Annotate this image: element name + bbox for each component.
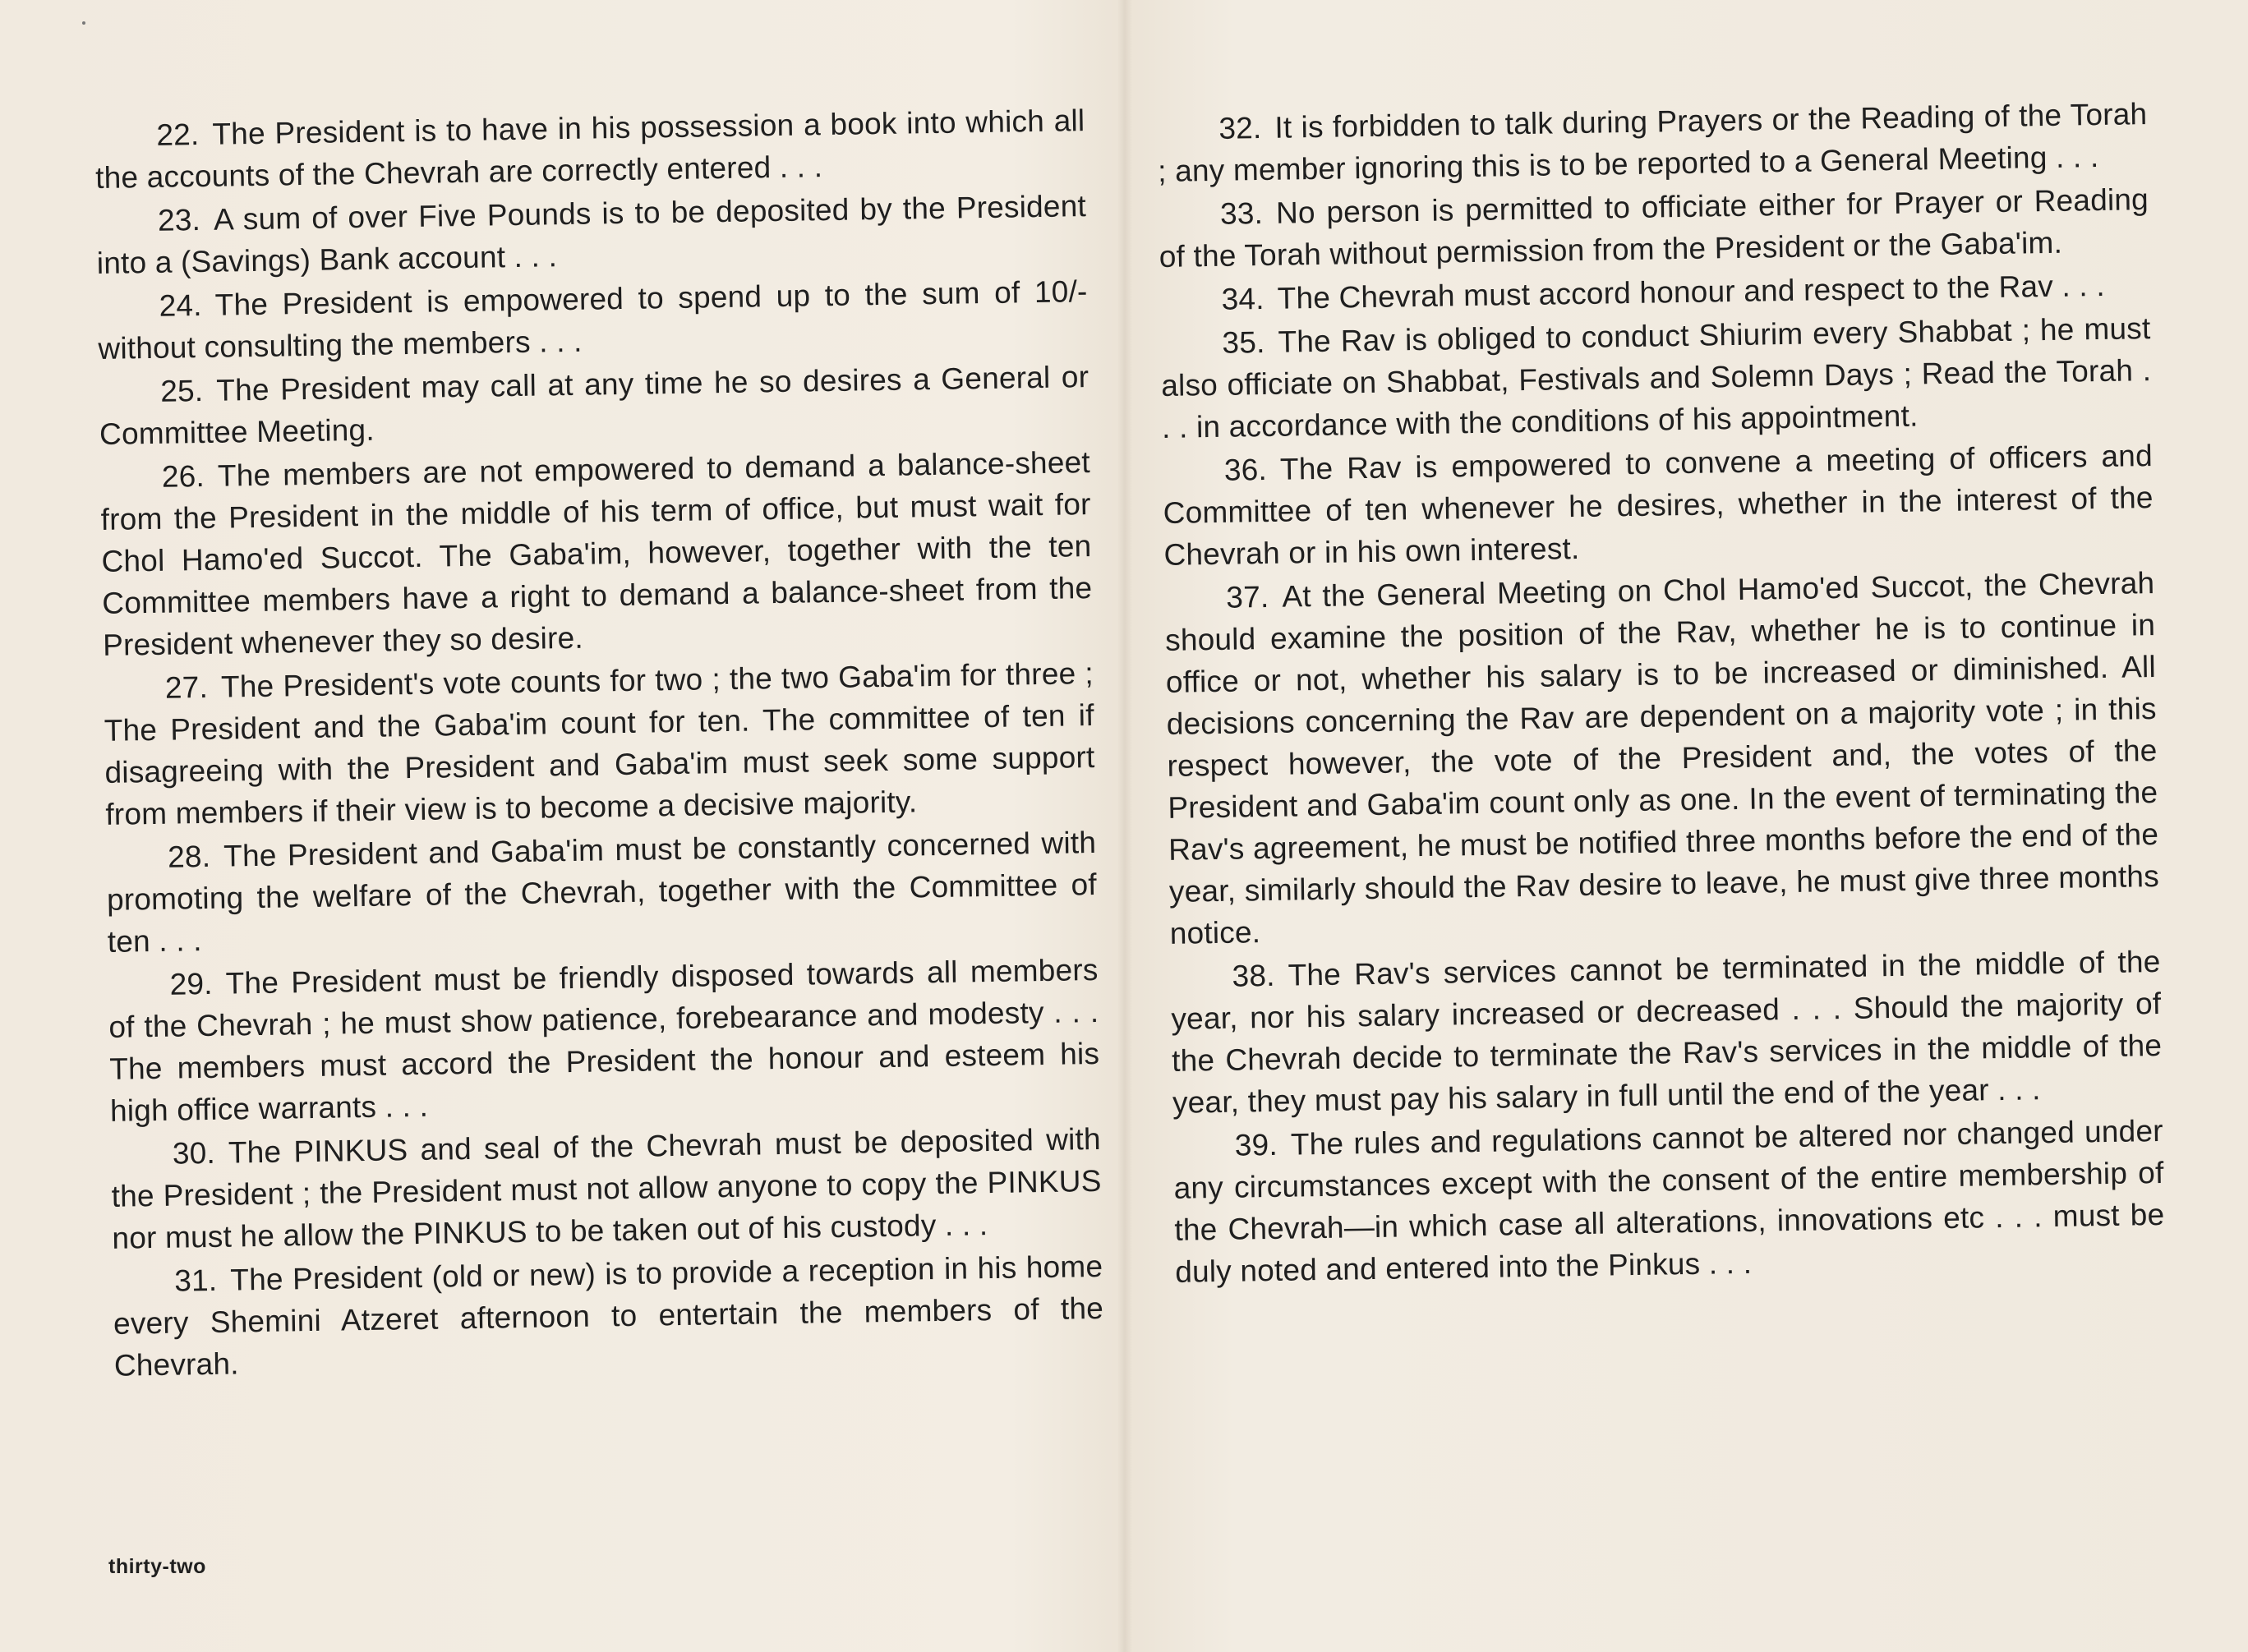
book-gutter (1117, 0, 1132, 1652)
rule-paragraph (97, 270, 1088, 370)
rule-paragraph (1160, 307, 2152, 449)
rule-number: 31. (173, 1263, 218, 1298)
rule-number: 22. (156, 117, 200, 152)
rule-number: 23. (157, 202, 201, 237)
rule-text: No person is permitted to officiate either for Prayer or Reading of the Torah without permission from the President or the Gaba'im. (1159, 182, 2149, 274)
rule-text: The Chevrah must accord honour and respect to the Rav . . . (1277, 268, 2106, 315)
right-page-column (1157, 93, 2166, 1293)
rule-number: 37. (1226, 579, 1269, 614)
rule-number: 32. (1218, 111, 1262, 145)
rule-number: 25. (159, 373, 204, 408)
rule-paragraph (1159, 178, 2149, 278)
rule-number: 33. (1219, 196, 1264, 231)
rule-number: 35. (1222, 324, 1265, 360)
left-page-column (94, 99, 1104, 1387)
rule-number: 36. (1223, 452, 1268, 487)
rule-text: It is forbidden to talk during Prayers or the Reading of the Torah ; any member ignoring this is to be reported to a General Meeting . . . (1157, 97, 2148, 188)
rule-number: 27. (164, 670, 209, 705)
rule-text: At the General Meeting on Chol Hamo'ed Succot, the Chevrah should examine the position of the Rav, whether he is to continue in office or not, whether his salary is to be increased or diminished. All decisions concerning the Rav are dependent on a majority vote ; in this respect however, the vote of the President and, the votes of the President and Gaba'im count only as one. In the event of terminating the Rav's agreement, he must be notified three months before the end of the year, similarly should the Rav desire to leave, he must give three months notice. (1164, 566, 2160, 950)
rule-text: The members are not empowered to demand a balance-sheet from the President in the middle of his term of office, but must wait for Chol Hamo'ed Succot. The Gaba'im, however, together with the ten Committee members have a right to demand a balance-sheet from the President whenever they so desire. (100, 445, 1093, 662)
rule-paragraph (1164, 562, 2160, 955)
rule-paragraph (110, 1118, 1102, 1259)
rule-text: The rules and regulations cannot be altered nor changed under any circumstances except with the consent of the entire membership of the Chevrah—in which case all alterations, innovations etc . . . must be duly noted and entered into the Pinkus . . . (1173, 1113, 2165, 1289)
rule-paragraph (1163, 435, 2154, 576)
rule-paragraph (106, 821, 1098, 963)
rule-text: A sum of over Five Pounds is to be deposited by the President into a (Savings) Bank account . . . (96, 189, 1087, 280)
rule-number: 39. (1234, 1127, 1278, 1162)
rule-text: The PINKUS and seal of the Chevrah must be deposited with the President ; the President must not allow anyone to copy the PINKUS nor must he allow the PINKUS to be taken out of his custody . . . (111, 1121, 1102, 1255)
rule-text: The President (old or new) is to provide a reception in his home every Shemini Atzeret afternoon to entertain the members of the Chevrah. (113, 1249, 1104, 1383)
rule-paragraph (1157, 93, 2148, 192)
rule-text: The Rav's services cannot be terminated in the middle of the year, nor his salary increased or decreased . . . Should the majority of the Chevrah decide to terminate the Rav's services in the middle of the year, they must pay his salary in full until the end of the year . . . (1171, 944, 2163, 1120)
rule-paragraph (96, 185, 1087, 284)
rule-paragraph (1170, 941, 2163, 1124)
rule-text: The President and Gaba'im must be constantly concerned with promoting the welfare of the Chevrah, together with the Committee of ten . . . (106, 825, 1098, 959)
rule-number: 34. (1221, 281, 1265, 316)
rule-text: The Rav is empowered to convene a meeting of officers and Committee of ten whenever he desires, whether in the interest of the Chevrah or in his own interest. (1163, 439, 2154, 572)
rule-paragraph (104, 652, 1096, 835)
rule-paragraph (108, 949, 1100, 1132)
rule-paragraph (94, 99, 1085, 199)
rule-number: 38. (1232, 958, 1275, 993)
rule-paragraph (99, 356, 1089, 455)
rule-text: The President must be friendly disposed towards all members of the Chevrah ; he must show patience, forebearance and modesty . . . The members must accord the President the honour and esteem his high office warrants . . . (108, 952, 1100, 1128)
rule-paragraph (1172, 1110, 2165, 1293)
page-number-label: thirty-two (108, 1555, 206, 1578)
page-speck (82, 21, 85, 25)
rule-text: The President is empowered to spend up to the sum of 10/- without consulting the members . . . (98, 274, 1088, 366)
rule-text: The Rav is obliged to conduct Shiurim every Shabbat ; he must also officiate on Shabbat, Festivals and Solemn Days ; Read the Torah . . . in accordance with the conditions of his appointment. (1160, 311, 2152, 444)
rule-number: 29. (169, 966, 213, 1001)
rule-number: 26. (161, 458, 205, 494)
rule-text: The President is to have in his possession a book into which all the accounts of the Chevrah are correctly entered . . . (94, 104, 1085, 195)
rule-paragraph (100, 441, 1094, 666)
rule-number: 28. (167, 839, 211, 874)
rule-paragraph (113, 1245, 1104, 1387)
rule-text: The President may call at any time he so desires a General or Committee Meeting. (99, 360, 1089, 451)
rule-number: 30. (172, 1135, 216, 1171)
rule-number: 24. (159, 288, 203, 323)
rule-text: The President's vote counts for two ; the two Gaba'im for three ; The President and the Gaba'im count for ten. The committee of ten if disagreeing with the President and Gaba'im must seek some support from members if their view is to become a decisive majority. (104, 656, 1095, 831)
